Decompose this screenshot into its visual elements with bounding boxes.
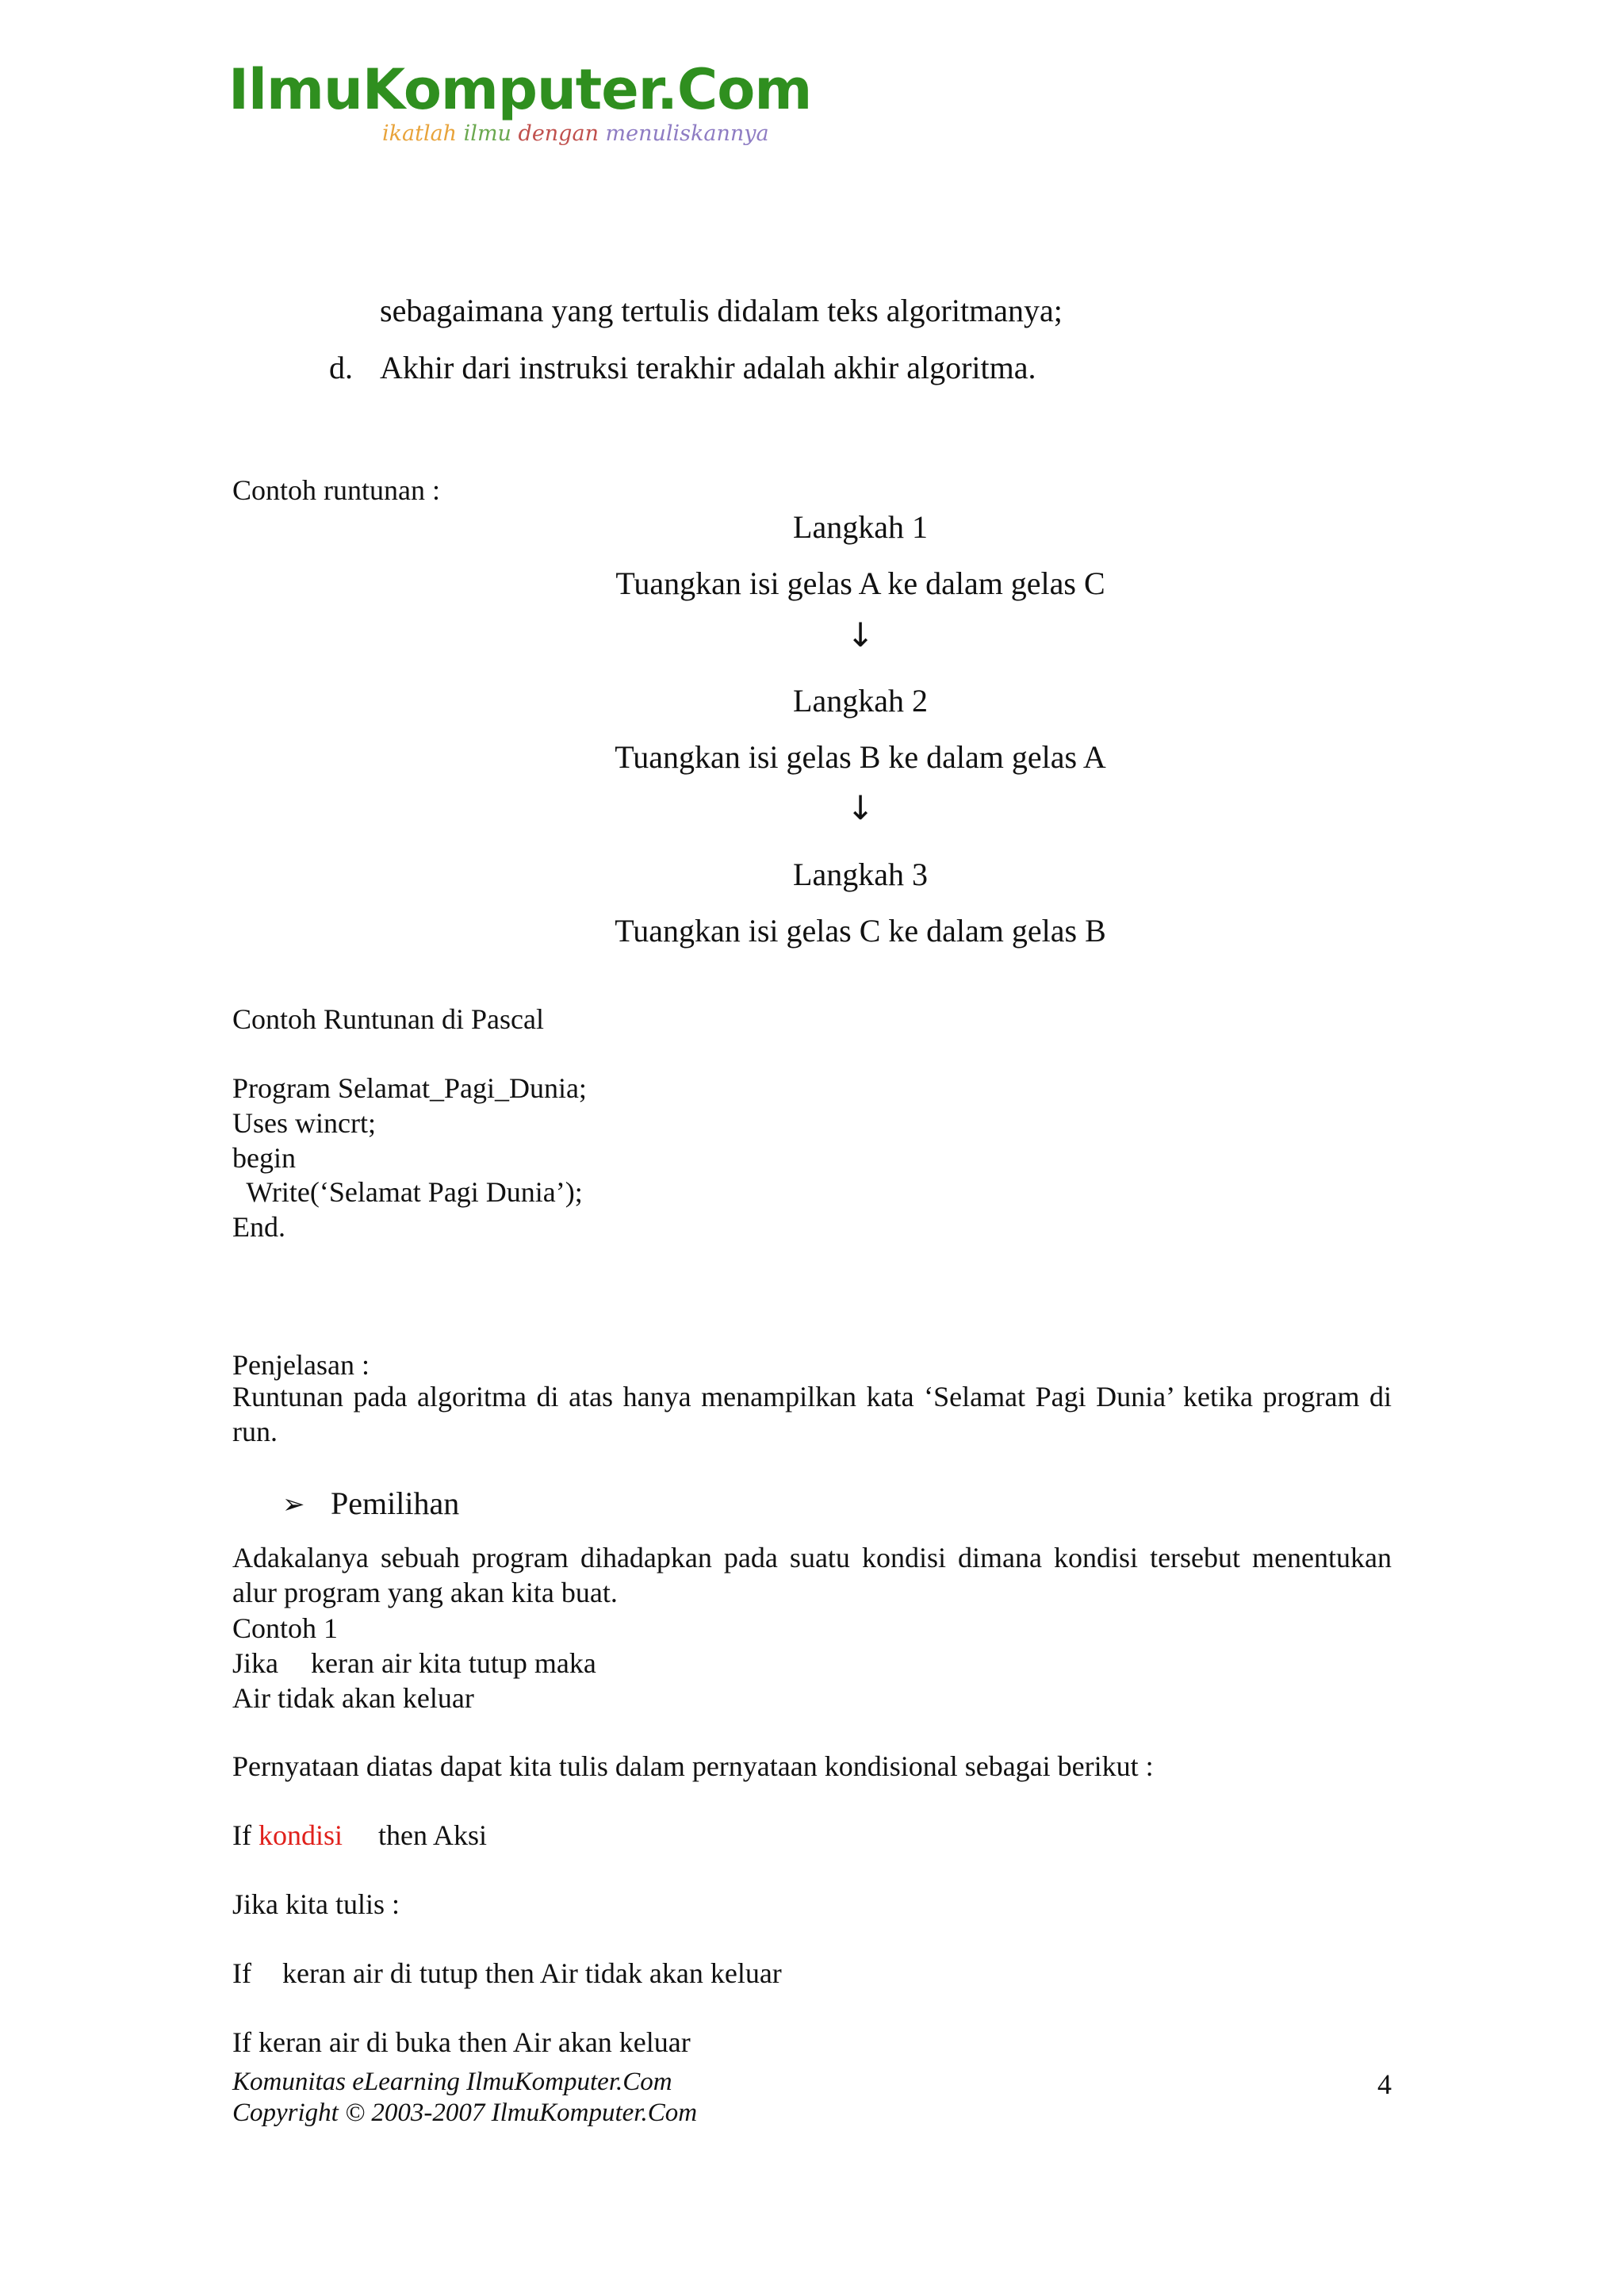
tagline-word: ilmu bbox=[463, 121, 511, 146]
tagline-word: dengan bbox=[518, 121, 599, 146]
pascal-label: Contoh Runtunan di Pascal bbox=[232, 1003, 544, 1035]
if-line-keyword: If bbox=[232, 1957, 251, 1989]
step-3-text: Tuangkan isi gelas C ke dalam gelas B bbox=[615, 913, 1106, 949]
step-1-text: Tuangkan isi gelas A ke dalam gelas C bbox=[615, 565, 1105, 601]
down-arrow-icon: ↓ bbox=[846, 615, 875, 654]
code-line: Write(‘Selamat Pagi Dunia’); bbox=[232, 1176, 583, 1208]
step-1-title: Langkah 1 bbox=[793, 509, 928, 545]
footer-community: Komunitas eLearning IlmuKomputer.Com bbox=[232, 2068, 672, 2096]
down-arrow-icon: ↓ bbox=[846, 788, 875, 827]
example-line-result: Air tidak akan keluar bbox=[232, 1682, 474, 1714]
step-2-title: Langkah 2 bbox=[793, 683, 928, 719]
step-3-title: Langkah 3 bbox=[793, 857, 928, 892]
site-logo: IlmuKomputer.Com bbox=[228, 57, 812, 122]
list-item-c-continuation: sebagaimana yang tertulis didalam teks algoritmanya; bbox=[380, 293, 1063, 328]
penjelasan-label: Penjelasan : bbox=[232, 1349, 370, 1381]
code-line: begin bbox=[232, 1142, 296, 1174]
code-line: Uses wincrt; bbox=[232, 1107, 376, 1139]
example-line-condition: keran air kita tutup maka bbox=[311, 1647, 596, 1679]
example-label: Contoh 1 bbox=[232, 1612, 339, 1644]
bullet-arrow-icon: ➢ bbox=[282, 1489, 305, 1520]
code-line: Program Selamat_Pagi_Dunia; bbox=[232, 1072, 587, 1104]
list-item-d-marker: d. bbox=[329, 350, 353, 385]
tagline-word: menuliskannya bbox=[605, 121, 769, 146]
if-line-open: If keran air di buka then Air akan keluar bbox=[232, 2026, 691, 2058]
list-item-d-text: Akhir dari instruksi terakhir adalah akhir algoritma. bbox=[380, 350, 1036, 385]
example-line-if: Jika bbox=[232, 1647, 278, 1679]
statement-text: Pernyataan diatas dapat kita tulis dalam pernyataan kondisional sebagai berikut : bbox=[232, 1750, 1154, 1782]
if-line-closed: keran air di tutup then Air tidak akan keluar bbox=[282, 1957, 782, 1989]
write-label: Jika kita tulis : bbox=[232, 1888, 400, 1920]
pemilihan-paragraph: Adakalanya sebuah program dihadapkan pada suatu kondisi dimana kondisi tersebut menentukan alur program yang akan kita buat. bbox=[232, 1542, 1392, 1608]
tagline-word: ikatlah bbox=[382, 121, 458, 146]
code-line: End. bbox=[232, 1211, 285, 1243]
syntax-then: then Aksi bbox=[378, 1819, 488, 1851]
step-2-text: Tuangkan isi gelas B ke dalam gelas A bbox=[615, 739, 1106, 775]
site-tagline bbox=[382, 123, 769, 144]
page-number: 4 bbox=[1377, 2068, 1392, 2100]
footer-copyright: Copyright © 2003-2007 IlmuKomputer.Com bbox=[232, 2099, 698, 2127]
section-heading: Pemilihan bbox=[331, 1485, 460, 1521]
penjelasan-text: Runtunan pada algoritma di atas hanya menampilkan kata ‘Selamat Pagi Dunia’ ketika program di run. bbox=[232, 1381, 1392, 1447]
syntax-condition: kondisi bbox=[259, 1819, 343, 1851]
runtunan-label: Contoh runtunan : bbox=[232, 474, 440, 506]
syntax-if: If bbox=[232, 1819, 251, 1851]
